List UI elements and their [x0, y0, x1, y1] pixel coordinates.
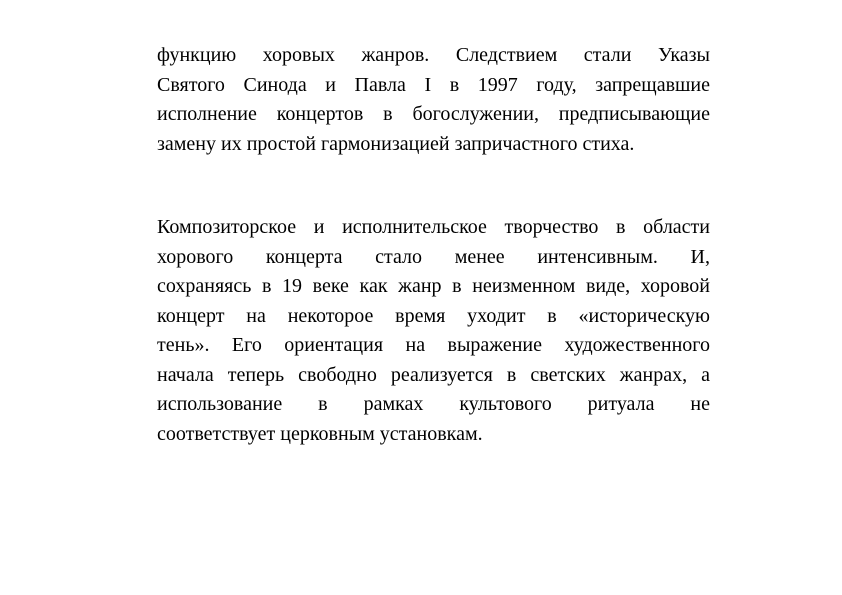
paragraph-1-line-3: исполнение концертов в богослужении, предписывающие [157, 103, 710, 125]
paragraph-1-line-4: замену их простой гармонизацией запричастного стиха. [157, 132, 635, 155]
paragraph-1 [157, 41, 710, 159]
paragraph-2-line-3: сохраняясь в 19 веке как жанр в неизменном виде, хоровой [157, 275, 710, 297]
paragraph-2-line-1: Композиторское и исполнительское творчество в области [157, 216, 710, 238]
paragraph-2-line-6: начала теперь свободно реализуется в светских жанрах, а [157, 363, 710, 386]
paragraph-2-line-5: тень». Его ориентация на выражение художественного [157, 334, 710, 356]
paragraph-1-line-2: Святого Синода и Павла I в 1997 году, запрещавшие [157, 73, 710, 96]
paragraph-2-line-4: концерт на некоторое время уходит в «историческую [157, 304, 710, 327]
paragraph-2-line-2: хорового концерта стало менее интенсивным. И, [157, 245, 710, 268]
paragraph-2-line-7: использование в рамках культового ритуала не [157, 393, 710, 415]
paragraph-2-line-8: соответствует церковным установкам. [157, 422, 483, 445]
paragraph-1-line-1: функцию хоровых жанров. Следствием стали Указы [157, 44, 710, 66]
paragraph-2 [157, 213, 710, 449]
